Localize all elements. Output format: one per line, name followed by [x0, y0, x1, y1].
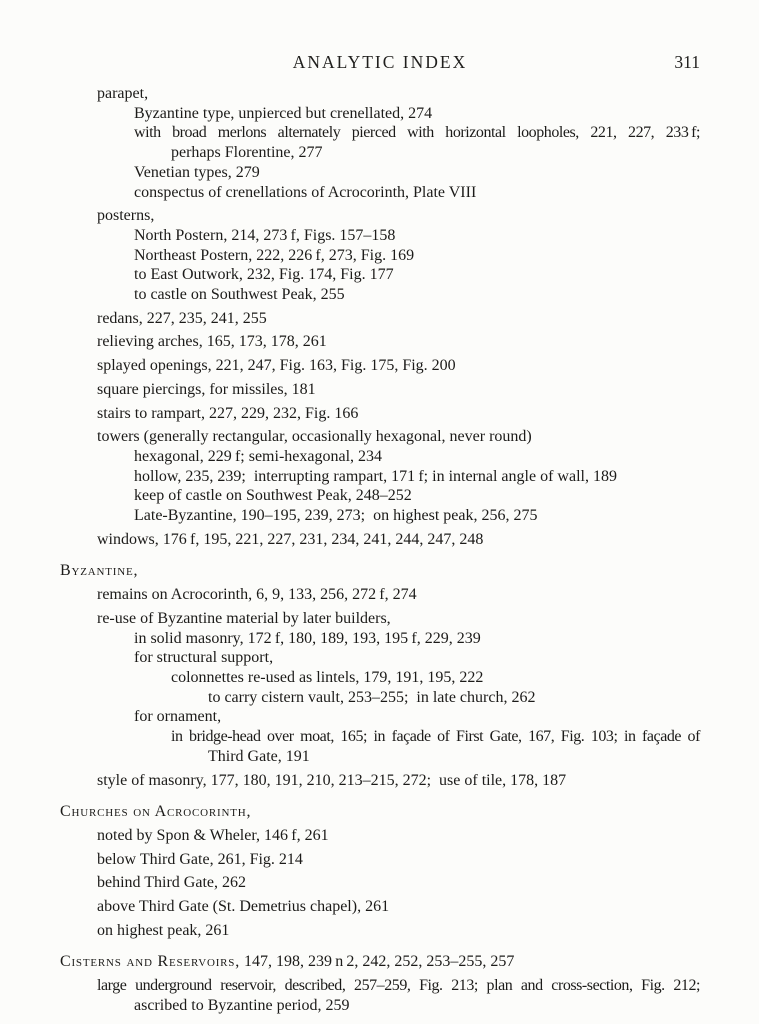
index-line: style of masonry, 177, 180, 191, 210, 213–215, 272; use of tile, 178, 187 — [97, 771, 567, 789]
index-line: on highest peak, 261 — [97, 921, 230, 939]
index-line: remains on Acrocorinth, 6, 9, 133, 256, 272 f, 274 — [97, 586, 417, 604]
running-head: ANALYTIC INDEX — [292, 52, 468, 72]
index-term: Byzantine, — [60, 562, 139, 580]
index-line: Northeast Postern, 222, 226 f, 273, Fig. 169 — [134, 246, 415, 264]
index-line: towers (generally rectangular, occasionally hexagonal, never round) — [97, 428, 532, 446]
index-line: large underground reservoir, described, 257–259, Fig. 213; plan and cross-section, Fig. 212; — [97, 977, 700, 995]
index-line: splayed openings, 221, 247, Fig. 163, Fig. 175, Fig. 200 — [97, 357, 456, 375]
index-line: colonnettes re-used as lintels, 179, 191, 195, 222 — [171, 668, 484, 686]
index-line: conspectus of crenellations of Acrocorinth, Plate VIII — [134, 183, 477, 201]
index-line: ascribed to Byzantine period, 259 — [134, 996, 350, 1014]
index-line: in bridge-head over moat, 165; in façade of First Gate, 167, Fig. 103; in façade of — [171, 728, 700, 746]
index-line: redans, 227, 235, 241, 255 — [97, 309, 267, 327]
index-line: with broad merlons alternately pierced with horizontal loopholes, 221, 227, 233 f; — [134, 124, 700, 142]
index-term: Cisterns and Reservoirs, — [60, 953, 241, 971]
index-content — [60, 84, 700, 1016]
index-line: parapet, — [97, 85, 149, 102]
index-line: noted by Spon & Wheler, 146 f, 261 — [97, 826, 329, 844]
index-main-entry — [60, 952, 700, 972]
index-line: for structural support, — [134, 649, 274, 667]
index-refs: 147, 198, 239 n 2, 242, 252, 253–255, 257 — [240, 953, 515, 971]
index-term: Churches on Acrocorinth, — [60, 803, 252, 821]
index-line: behind Third Gate, 262 — [97, 874, 247, 892]
index-line: to castle on Southwest Peak, 255 — [134, 286, 345, 304]
page-number: 311 — [674, 52, 700, 72]
index-line: to carry cistern vault, 253–255; in late church, 262 — [208, 688, 536, 706]
index-line: North Postern, 214, 273 f, Figs. 157–158 — [134, 226, 396, 244]
index-line: re-use of Byzantine material by later builders, — [97, 609, 391, 627]
index-line: hollow, 235, 239; interrupting rampart, 171 f; in internal angle of wall, 189 — [134, 467, 617, 485]
index-line: square piercings, for missiles, 181 — [97, 380, 316, 398]
index-line: windows, 176 f, 195, 221, 227, 231, 234, 241, 244, 247, 248 — [97, 530, 484, 548]
index-line: keep of castle on Southwest Peak, 248–252 — [134, 487, 412, 505]
index-line: stairs to rampart, 227, 229, 232, Fig. 166 — [97, 404, 359, 422]
index-main-entry — [60, 561, 700, 581]
index-line: posterns, — [97, 207, 155, 225]
index-line: perhaps Florentine, 277 — [171, 144, 323, 162]
index-line: in solid masonry, 172 f, 180, 189, 193, 195 f, 229, 239 — [134, 629, 481, 647]
index-line: hexagonal, 229 f; semi-hexagonal, 234 — [134, 447, 383, 465]
index-line: relieving arches, 165, 173, 178, 261 — [97, 333, 327, 351]
index-line: Venetian types, 279 — [134, 163, 260, 181]
index-line: Late-Byzantine, 190–195, 239, 273; on highest peak, 256, 275 — [134, 507, 538, 525]
index-line: Byzantine type, unpierced but crenellated, 274 — [134, 104, 433, 122]
index-line: below Third Gate, 261, Fig. 214 — [97, 850, 303, 868]
index-line: above Third Gate (St. Demetrius chapel), 261 — [97, 898, 390, 916]
index-line: to East Outwork, 232, Fig. 174, Fig. 177 — [134, 266, 394, 284]
index-main-entry — [60, 802, 700, 822]
index-line: for ornament, — [134, 708, 222, 726]
index-line: Third Gate, 191 — [208, 747, 310, 765]
